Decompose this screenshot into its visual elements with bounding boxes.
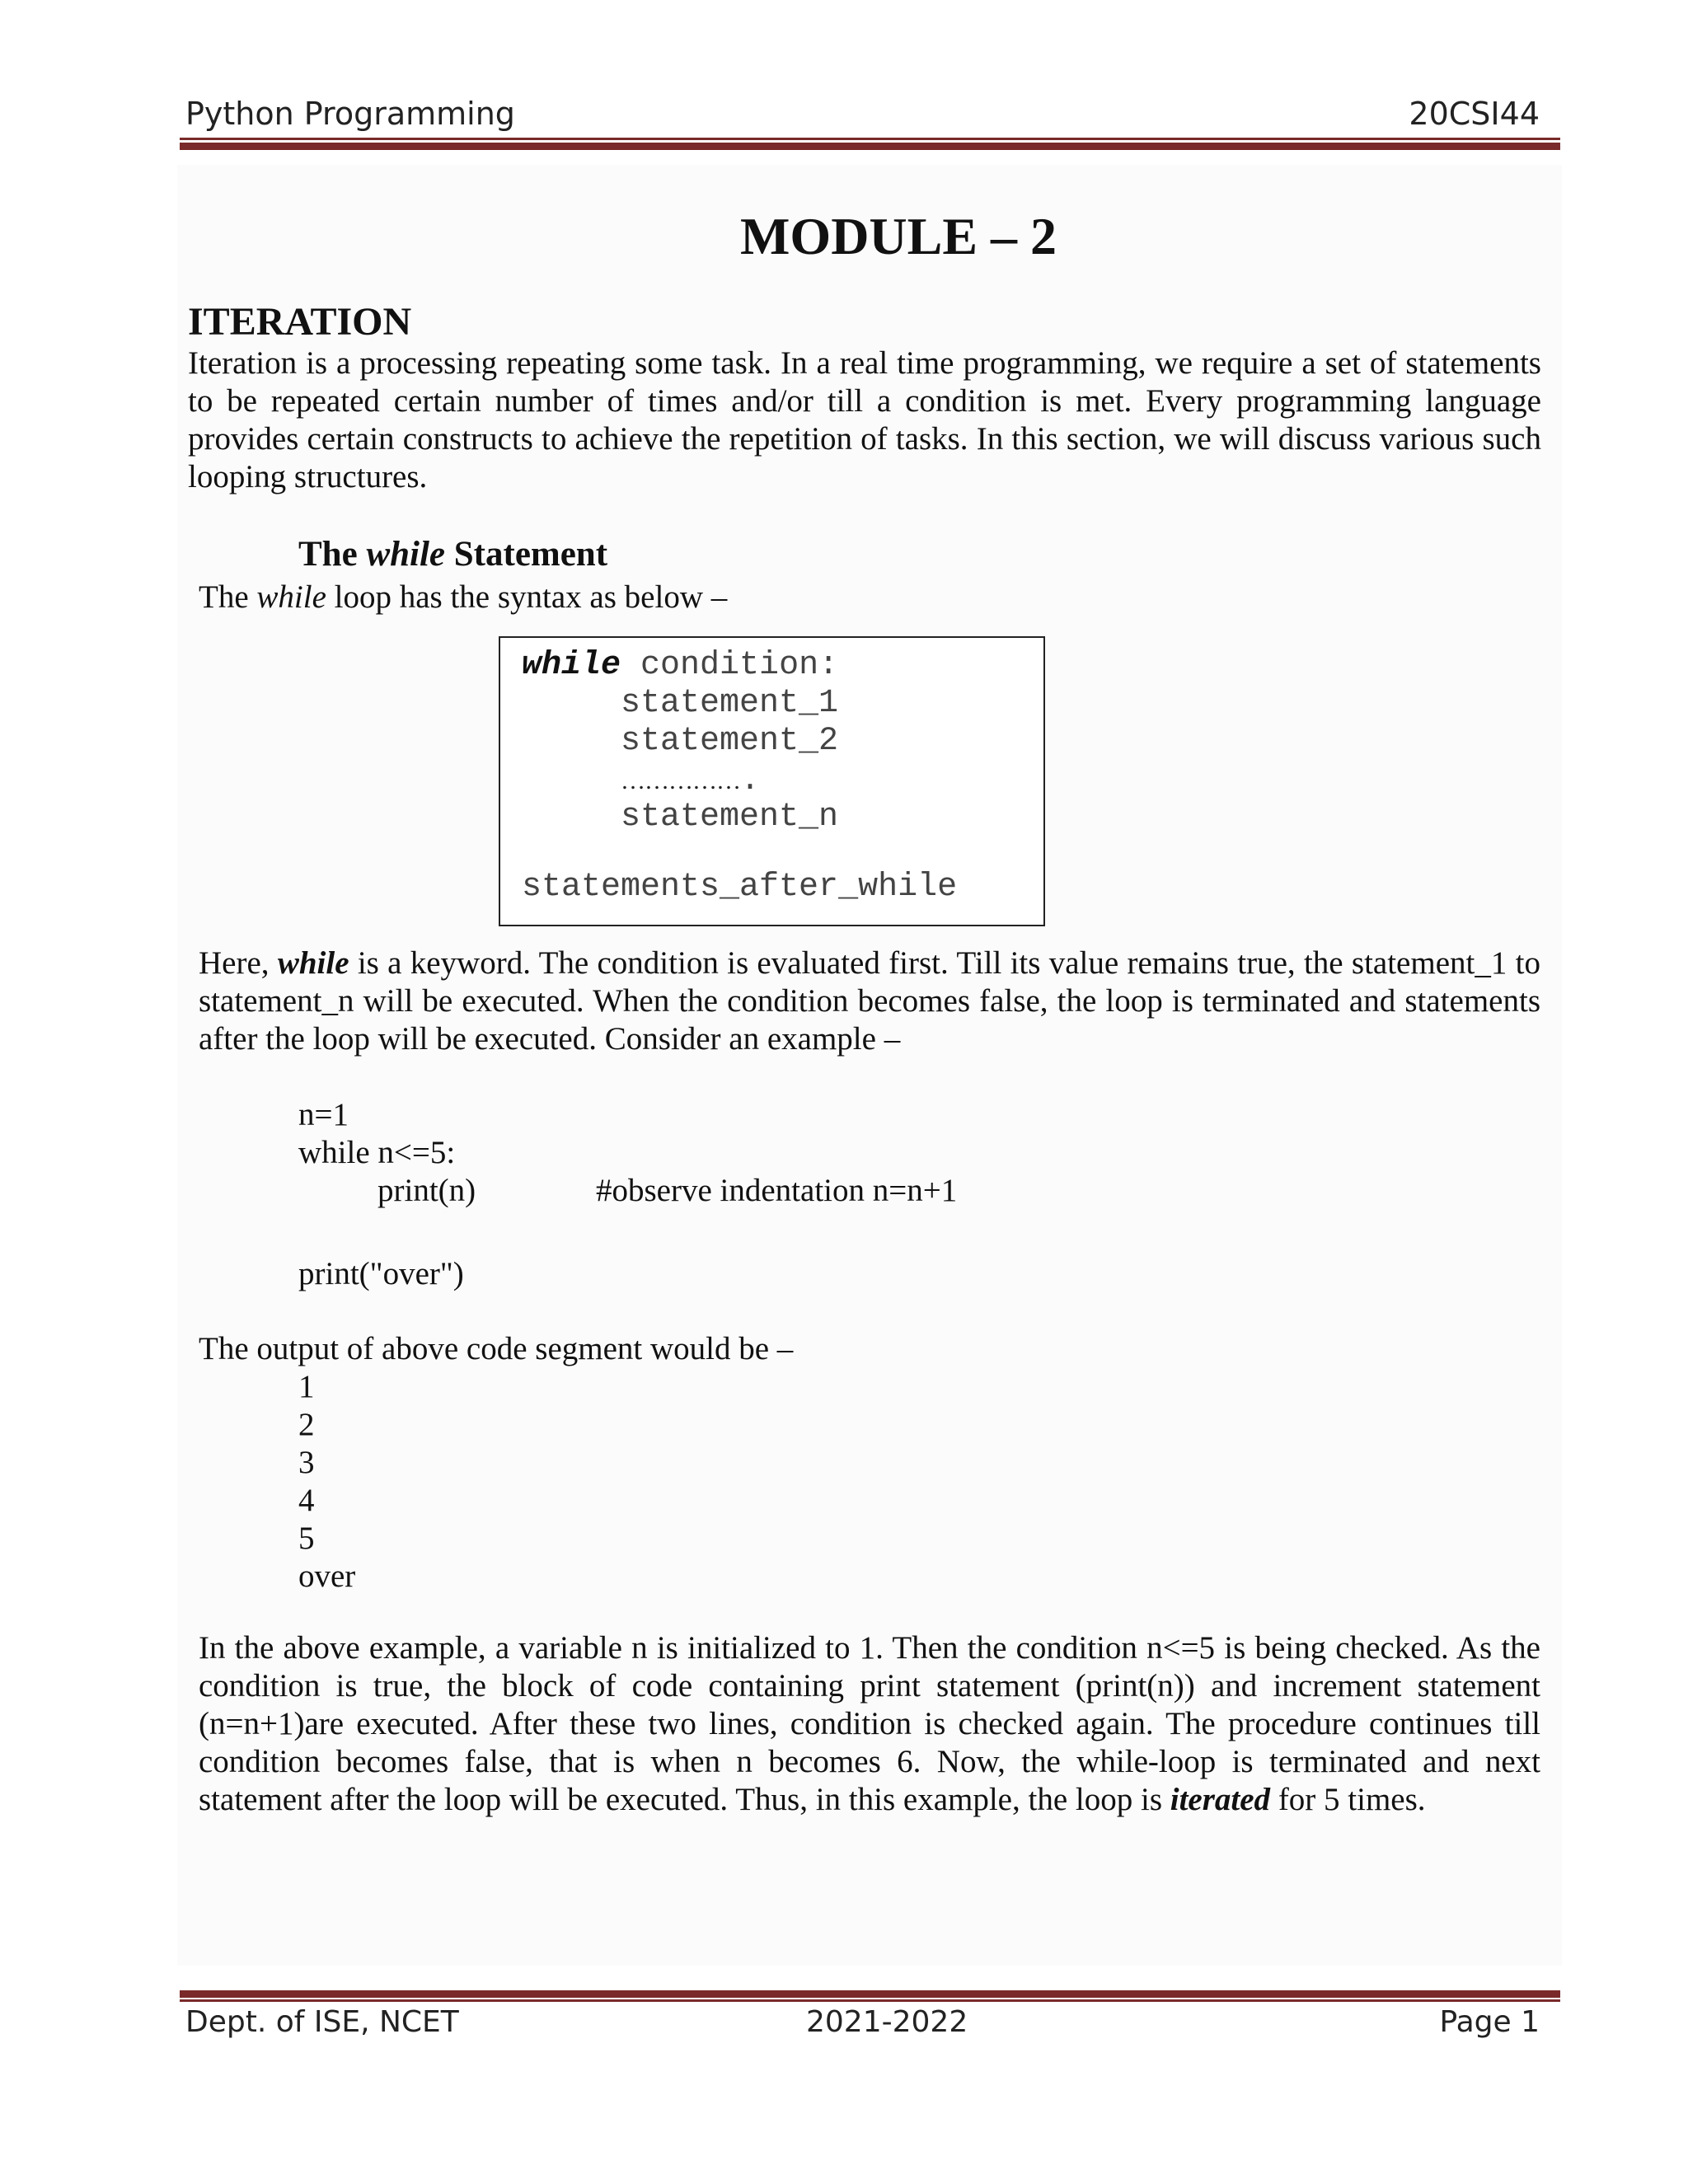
output-line: 4 <box>298 1483 315 1518</box>
header-course-code: 20CSI44 <box>1409 96 1540 132</box>
syntax-body-last-line: statement_n <box>621 799 839 836</box>
footer-rule-thick <box>180 1990 1560 1998</box>
syntax-body-line: statement_2 <box>621 723 839 760</box>
output-line: 2 <box>298 1407 315 1442</box>
example-code-line: n=1 <box>298 1097 349 1132</box>
example-code-line: while n<=5: <box>298 1135 456 1170</box>
header-rule-thick <box>180 143 1560 150</box>
footer-page-number: Page 1 <box>1439 2005 1540 2039</box>
example-code-comment: #observe indentation n=n+1 <box>596 1173 958 1208</box>
conclusion-paragraph: In the above example, a variable n is initialized to 1. Then the condition n<=5 is being checked. As the condition is true, the block of code containing print statement (print(n)) and increment statement (n=n+1)are executed. After these two lines, condition is checked again. The procedure continues till condition becomes false, that is when n becomes 6. Now, the while-loop is terminated and next statement after the loop will be executed. Thus, in this example, the loop is iterated for 5 times. <box>199 1630 1540 1817</box>
module-title: MODULE – 2 <box>740 207 1057 265</box>
syntax-after-line: statements_after_while <box>522 869 958 906</box>
syntax-intro: The while loop has the syntax as below – <box>199 579 728 615</box>
explanation-paragraph: Here, while is a keyword. The condition is evaluated first. Till its value remains true, the statement_1 to statement_n will be executed. When the condition becomes false, the loop is terminated and statements after the loop will be executed. Consider an example – <box>199 945 1540 1057</box>
example-code-line: print(n) <box>377 1173 476 1208</box>
header-rule-thin <box>180 138 1560 140</box>
output-line: 1 <box>298 1369 315 1404</box>
example-code-line: print("over") <box>298 1256 464 1291</box>
output-intro: The output of above code segment would be – <box>199 1331 794 1366</box>
while-statement-heading: The while Statement <box>298 535 608 574</box>
section-heading: ITERATION <box>188 300 412 344</box>
header-course-title: Python Programming <box>185 96 515 132</box>
syntax-body-line: statement_1 <box>621 685 839 722</box>
intro-paragraph: Iteration is a processing repeating some task. In a real time programming, we require a set of statements to be repeated certain number of times and/or till a condition is met. Every programming language provides certain constructs to achieve the repetition of tasks. In this section, we will discuss various such looping structures. <box>188 345 1541 494</box>
footer-department: Dept. of ISE, NCET <box>185 2005 459 2039</box>
output-line: 3 <box>298 1445 315 1480</box>
footer-rule-thin <box>180 1999 1560 2002</box>
output-line: 5 <box>298 1521 315 1556</box>
footer-academic-year: 2021-2022 <box>806 2005 968 2039</box>
syntax-ellipsis: ……………. <box>621 762 760 799</box>
syntax-code-box <box>499 636 1045 926</box>
output-line: over <box>298 1558 356 1594</box>
syntax-line-header: while condition: <box>522 647 839 684</box>
